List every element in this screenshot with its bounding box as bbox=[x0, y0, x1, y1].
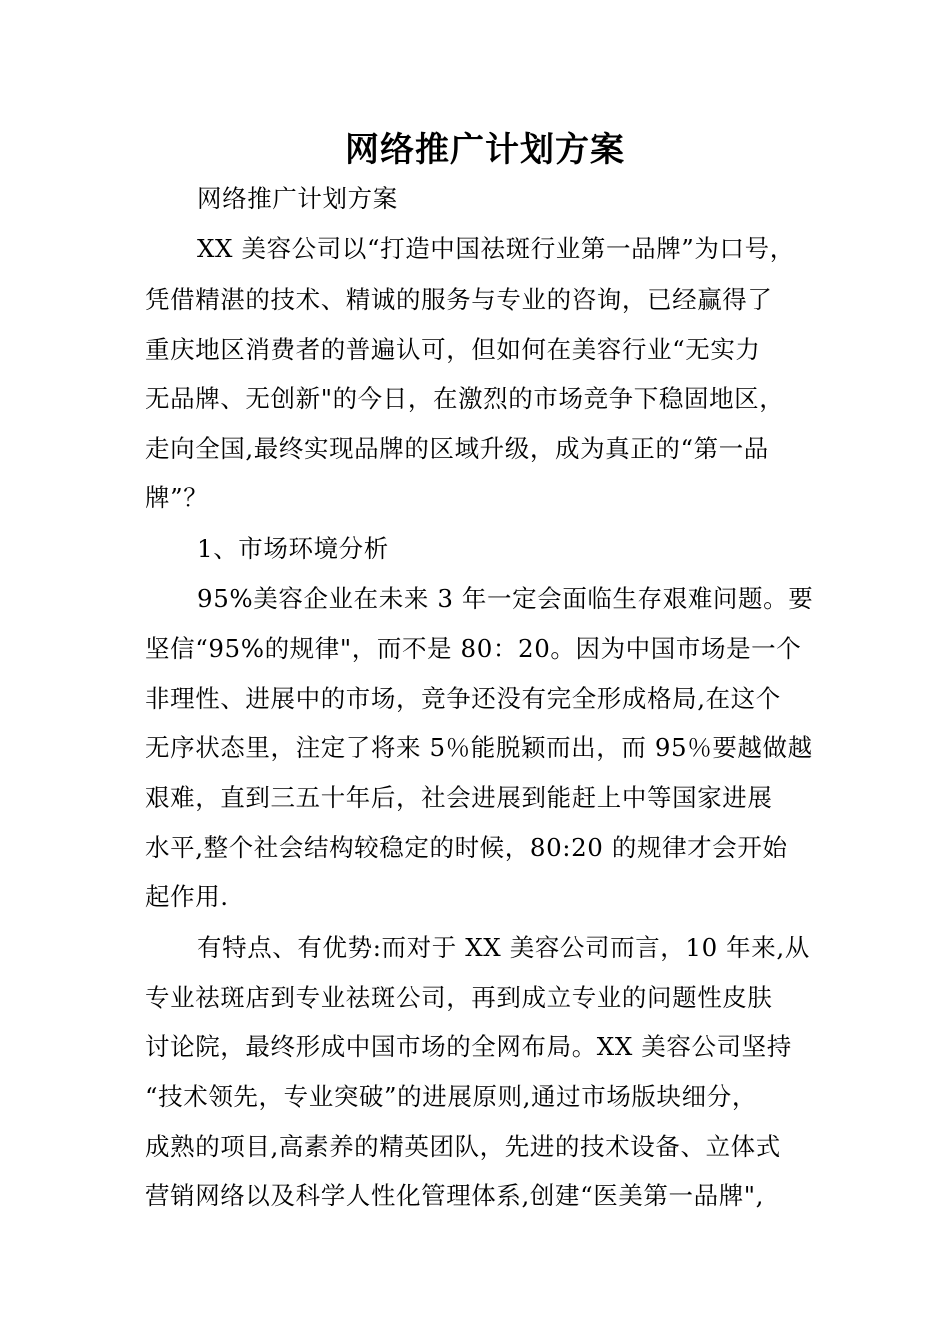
paragraph-line: 牌”？ bbox=[145, 483, 209, 512]
paragraph-line: 95%美容企业在未来 3 年一定会面临生存艰难问题。要 bbox=[197, 584, 814, 613]
section-heading: 1、市场环境分析 bbox=[197, 534, 389, 563]
paragraph-line: 无序状态里，注定了将来 5％能脱颖而出，而 95％要越做越 bbox=[145, 733, 813, 762]
paragraph-line: 有特点、有优势:而对于 XX 美容公司而言，10 年来,从 bbox=[197, 933, 810, 962]
paragraph-line: 讨论院，最终形成中国市场的全网布局。XX 美容公司坚持 bbox=[145, 1032, 792, 1061]
paragraph-line: 水平,整个社会结构较稳定的时候，80:20 的规律才会开始 bbox=[145, 833, 788, 862]
paragraph-line: XX 美容公司以“打造中国祛斑行业第一品牌”为口号， bbox=[197, 234, 795, 263]
paragraph-line: “技术领先，专业突破”的进展原则,通过市场版块细分， bbox=[145, 1082, 757, 1111]
paragraph-line: 坚信“95%的规律"，而不是 80：20。因为中国市场是一个 bbox=[145, 634, 802, 663]
paragraph-line: 非理性、进展中的市场，竞争还没有完全形成格局,在这个 bbox=[145, 684, 781, 713]
paragraph-line: 凭借精湛的技术、精诚的服务与专业的咨询，已经赢得了 bbox=[145, 285, 773, 314]
subtitle-line: 网络推广计划方案 bbox=[197, 184, 398, 213]
paragraph-line: 重庆地区消费者的普遍认可，但如何在美容行业“无实力 bbox=[145, 335, 761, 364]
paragraph-line: 成熟的项目,高素养的精英团队，先进的技术设备、立体式 bbox=[145, 1132, 781, 1161]
paragraph-line: 起作用. bbox=[145, 882, 229, 911]
paragraph-line: 专业祛斑店到专业祛斑公司，再到成立专业的问题性皮肤 bbox=[145, 983, 773, 1012]
paragraph-line: 走向全国,最终实现品牌的区域升级，成为真正的“第一品 bbox=[145, 434, 769, 463]
paragraph-line: 无品牌、无创新"的今日，在激烈的市场竞争下稳固地区， bbox=[145, 384, 785, 413]
document-title: 网络推广计划方案 bbox=[345, 130, 625, 170]
paragraph-line: 艰难，直到三五十年后，社会进展到能赶上中等国家进展 bbox=[145, 783, 773, 812]
paragraph-line: 营销网络以及科学人性化管理体系,创建“医美第一品牌", bbox=[145, 1181, 765, 1210]
